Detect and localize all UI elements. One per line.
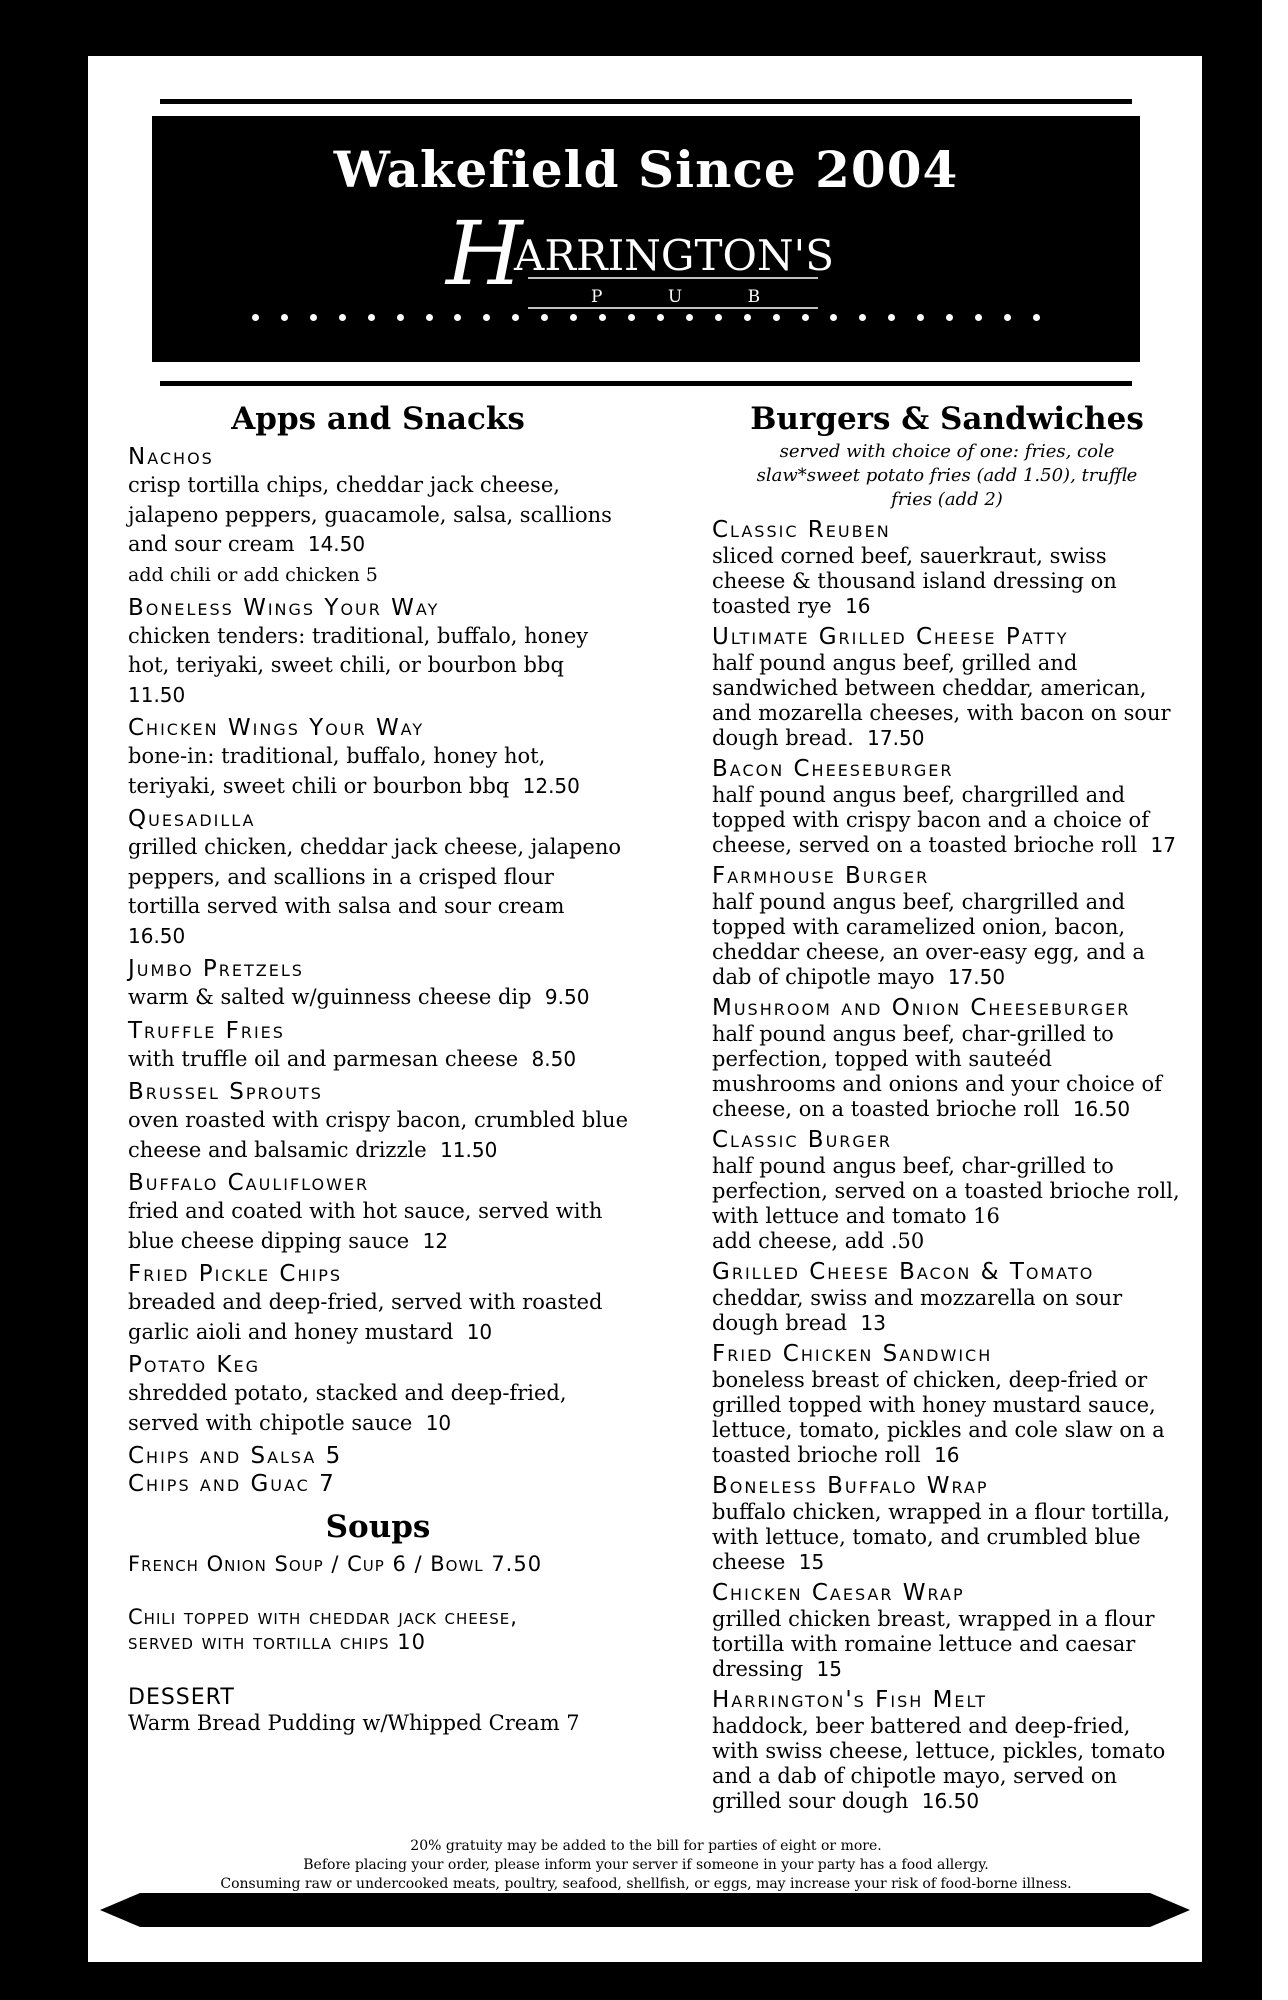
burger-item bbox=[712, 1579, 1182, 1682]
top-rule bbox=[160, 99, 1132, 104]
burger-item bbox=[712, 994, 1182, 1122]
item-description bbox=[712, 783, 1182, 858]
item-description-text: half pound angus beef, char-grilled to perfection, topped with sauteéd mushrooms and onions and your choice of cheese, on a toasted brioche roll bbox=[712, 1022, 1162, 1121]
item-description bbox=[712, 1500, 1182, 1575]
divider-dot bbox=[281, 314, 288, 321]
burger-item bbox=[712, 516, 1182, 619]
logo-initial: H bbox=[446, 204, 523, 305]
burger-item bbox=[712, 1126, 1182, 1254]
divider-dot bbox=[715, 314, 722, 321]
item-price: 14.50 bbox=[307, 532, 366, 556]
divider-dot bbox=[975, 314, 982, 321]
item-description-text: bone-in: traditional, buffalo, honey hot, teriyaki, sweet chili or bourbon bbq bbox=[128, 744, 546, 798]
item-description bbox=[712, 1022, 1182, 1122]
item-price: 10 bbox=[425, 1410, 452, 1435]
bottom-ornament-bar bbox=[100, 1893, 1190, 1927]
soup-french-onion: French Onion Soup / Cup 6 / Bowl 7.50 bbox=[128, 1552, 543, 1576]
divider-dot bbox=[368, 314, 375, 321]
divider-dot bbox=[397, 314, 404, 321]
footer-consumption-warning: Consuming raw or undercooked meats, poultry, seafood, shellfish, or eggs, may increase your risk of food-borne illness. bbox=[220, 1876, 1072, 1892]
item-name: Mushroom and Onion Cheeseburger bbox=[712, 995, 1131, 1021]
item-name: Fried Chicken Sandwich bbox=[712, 1341, 993, 1367]
divider-dot bbox=[657, 314, 664, 321]
item-name: Chicken Caesar Wrap bbox=[712, 1580, 965, 1606]
item-name: Potato Keg bbox=[128, 1352, 260, 1378]
divider-dot bbox=[570, 314, 577, 321]
item-description-text: grilled chicken breast, wrapped in a flour tortilla with romaine lettuce and caesar dressing bbox=[712, 1607, 1155, 1681]
app-item bbox=[128, 1351, 628, 1438]
item-price: 15 bbox=[798, 1550, 825, 1574]
chips-guac: Chips and Guac 7 bbox=[128, 1471, 336, 1497]
apps-list bbox=[128, 443, 628, 1438]
item-price: 11.50 bbox=[128, 682, 186, 707]
item-price: 16.50 bbox=[1072, 1097, 1131, 1121]
pub-logo bbox=[152, 204, 1140, 314]
item-name: Nachos bbox=[128, 444, 214, 470]
dessert-item: Warm Bread Pudding w/Whipped Cream 7 bbox=[128, 1711, 580, 1735]
divider-dot bbox=[859, 314, 866, 321]
chips-salsa: Chips and Salsa 5 bbox=[128, 1443, 343, 1469]
divider-dot bbox=[310, 314, 317, 321]
item-description bbox=[128, 1045, 628, 1075]
left-column bbox=[128, 398, 628, 1736]
divider-dot bbox=[628, 314, 635, 321]
soups-title: Soups bbox=[325, 1509, 431, 1545]
burger-item bbox=[712, 623, 1182, 751]
divider-dot bbox=[917, 314, 924, 321]
item-price: 12.50 bbox=[522, 773, 580, 798]
item-description-text: half pound angus beef, grilled and sandwiched between cheddar, american, and mozarella cheeses, with bacon on sour dough bread. bbox=[712, 651, 1171, 750]
item-description-text: half pound angus beef, char-grilled to perfection, served on a toasted brioche roll, with lettuce and tomato 16 bbox=[712, 1154, 1180, 1228]
item-description-text: chicken tenders: traditional, buffalo, honey hot, teriyaki, sweet chili, or bourbon bbq bbox=[128, 623, 589, 677]
divider-dot bbox=[512, 314, 519, 321]
item-price: 16.50 bbox=[921, 1789, 980, 1813]
divider-dot bbox=[541, 314, 548, 321]
item-price: 15 bbox=[816, 1657, 842, 1681]
item-price: 12 bbox=[422, 1228, 449, 1253]
item-price: 16.50 bbox=[128, 923, 186, 948]
dessert-title: DESSERT bbox=[128, 1685, 235, 1710]
item-description-text: fried and coated with hot sauce, served with blue cheese dipping sauce bbox=[128, 1199, 603, 1253]
item-name: Truffle Fries bbox=[128, 1017, 285, 1044]
item-description bbox=[128, 1288, 628, 1347]
item-description-text: breaded and deep-fried, served with roasted garlic aioli and honey mustard bbox=[128, 1290, 603, 1344]
item-description-text: crisp tortilla chips, cheddar jack cheese, jalapeno peppers, guacamole, salsa, scallions and sour cream bbox=[128, 473, 612, 556]
divider-dot bbox=[773, 314, 780, 321]
burger-item bbox=[712, 755, 1182, 858]
item-description bbox=[712, 1368, 1182, 1468]
item-description bbox=[712, 651, 1182, 751]
item-description bbox=[128, 983, 628, 1013]
item-description bbox=[128, 471, 628, 560]
footer-allergy: Before placing your order, please inform your server if someone in your party has a food allergy. bbox=[303, 1857, 989, 1873]
logo-wordmark: ARRINGTON'S bbox=[514, 231, 834, 280]
item-description bbox=[128, 1197, 628, 1256]
item-description-text: warm & salted w/guinness cheese dip bbox=[128, 985, 532, 1009]
item-price: 13 bbox=[860, 1311, 886, 1335]
item-description-text: sliced corned beef, sauerkraut, swiss cheese & thousand island dressing on toasted rye bbox=[712, 544, 1117, 618]
burger-item bbox=[712, 1472, 1182, 1575]
item-addon: add chili or add chicken 5 bbox=[128, 563, 378, 586]
divider-dot bbox=[252, 314, 259, 321]
item-name: Chicken Wings Your Way bbox=[128, 715, 425, 741]
item-description-text: oven roasted with crispy bacon, crumbled blue cheese and balsamic drizzle bbox=[128, 1108, 629, 1162]
divider-dot bbox=[686, 314, 693, 321]
item-price: 9.50 bbox=[544, 985, 590, 1009]
burger-item bbox=[712, 1340, 1182, 1468]
item-name: Brussel Sprouts bbox=[128, 1079, 323, 1105]
item-name: Buffalo Cauliflower bbox=[128, 1170, 370, 1196]
header-bottom-rule bbox=[160, 381, 1132, 386]
burger-item bbox=[712, 862, 1182, 990]
item-name: Grilled Cheese Bacon & Tomato bbox=[712, 1259, 1095, 1285]
item-price: 17.50 bbox=[947, 965, 1006, 989]
item-description bbox=[712, 890, 1182, 990]
item-name: Farmhouse Burger bbox=[712, 863, 930, 889]
divider-dot bbox=[888, 314, 895, 321]
item-addon: add cheese, add .50 bbox=[712, 1229, 925, 1253]
app-item bbox=[128, 1017, 628, 1075]
item-name: Classic Reuben bbox=[712, 517, 891, 543]
item-description bbox=[128, 622, 628, 711]
item-description-text: boneless breast of chicken, deep-fried or grilled topped with honey mustard sauce, lettuce, tomato, pickles and cole slaw on a toasted brioche roll bbox=[712, 1368, 1165, 1467]
app-item bbox=[128, 1169, 628, 1256]
divider-dot bbox=[1004, 314, 1011, 321]
tagline: Wakefield Since 2004 bbox=[333, 140, 959, 199]
burger-item bbox=[712, 1686, 1182, 1814]
item-name: Jumbo Pretzels bbox=[128, 956, 304, 982]
item-description-text: cheddar, swiss and mozzarella on sour dough bread bbox=[712, 1286, 1123, 1335]
item-description bbox=[128, 742, 628, 801]
right-column bbox=[712, 398, 1182, 1818]
item-name: Fried Pickle Chips bbox=[128, 1261, 343, 1287]
divider-dot bbox=[802, 314, 809, 321]
divider-dot bbox=[1033, 314, 1040, 321]
divider-dot bbox=[483, 314, 490, 321]
logo-sub: P U B bbox=[591, 287, 791, 307]
item-description bbox=[712, 1607, 1182, 1682]
item-description-text: half pound angus beef, chargrilled and topped with caramelized onion, bacon, cheddar cheese, an over-easy egg, and a dab of chipotle mayo bbox=[712, 890, 1145, 989]
item-price: 17 bbox=[1150, 833, 1176, 857]
item-price: 10 bbox=[466, 1319, 493, 1344]
item-description-text: half pound angus beef, chargrilled and topped with crispy bacon and a choice of cheese, served on a toasted brioche roll bbox=[712, 783, 1149, 857]
item-description-text: grilled chicken, cheddar jack cheese, jalapeno peppers, and scallions in a crisped flour tortilla served with salsa and sour cream bbox=[128, 835, 621, 918]
divider-dot bbox=[599, 314, 606, 321]
item-description bbox=[128, 833, 628, 951]
item-description-text: with truffle oil and parmesan cheese bbox=[128, 1046, 519, 1071]
item-name: Ultimate Grilled Cheese Patty bbox=[712, 624, 1069, 650]
item-description-text: buffalo chicken, wrapped in a flour tortilla, with lettuce, tomato, and crumbled blue cheese bbox=[712, 1500, 1171, 1574]
item-description bbox=[712, 1714, 1182, 1814]
divider-dot bbox=[744, 314, 751, 321]
burger-item bbox=[712, 1258, 1182, 1336]
item-description bbox=[128, 1379, 628, 1438]
app-item bbox=[128, 955, 628, 1013]
burgers-sides-note: served with choice of one: fries, cole slaw*sweet potato fries (add 1.50), truffle fries (add 2) bbox=[756, 441, 1138, 510]
app-item bbox=[128, 1078, 628, 1165]
item-name: Classic Burger bbox=[712, 1127, 893, 1153]
soup-chili: Chili topped with cheddar jack cheese, served with tortilla chips 10 bbox=[128, 1605, 518, 1654]
item-name: Quesadilla bbox=[128, 806, 256, 832]
item-description bbox=[712, 544, 1182, 619]
item-description bbox=[712, 1286, 1182, 1336]
app-item bbox=[128, 594, 628, 711]
item-price: 11.50 bbox=[440, 1137, 498, 1162]
item-name: Boneless Wings Your Way bbox=[128, 594, 440, 621]
dot-divider bbox=[252, 314, 1040, 321]
burgers-title: Burgers & Sandwiches bbox=[750, 401, 1144, 437]
divider-dot bbox=[339, 314, 346, 321]
app-item bbox=[128, 714, 628, 801]
item-description bbox=[712, 1154, 1182, 1229]
item-name: Bacon Cheeseburger bbox=[712, 756, 954, 782]
item-description-text: shredded potato, stacked and deep-fried, served with chipotle sauce bbox=[128, 1381, 567, 1435]
item-price: 8.50 bbox=[531, 1046, 577, 1071]
divider-dot bbox=[426, 314, 433, 321]
divider-dot bbox=[830, 314, 837, 321]
page-edge bbox=[1262, 0, 1288, 2000]
item-price: 16 bbox=[845, 594, 871, 618]
apps-title: Apps and Snacks bbox=[231, 401, 525, 437]
item-price: 16 bbox=[934, 1443, 960, 1467]
item-name: Harrington's Fish Melt bbox=[712, 1687, 988, 1713]
item-description bbox=[128, 1106, 628, 1165]
footer-notice bbox=[160, 1837, 1132, 1894]
divider-dot bbox=[946, 314, 953, 321]
item-name: Boneless Buffalo Wrap bbox=[712, 1473, 989, 1499]
item-price: 17.50 bbox=[867, 726, 925, 750]
footer-gratuity: 20% gratuity may be added to the bill for parties of eight or more. bbox=[410, 1838, 882, 1854]
header-banner bbox=[152, 116, 1140, 362]
app-item bbox=[128, 1260, 628, 1347]
app-item bbox=[128, 443, 628, 590]
app-item bbox=[128, 805, 628, 951]
burgers-list bbox=[712, 516, 1182, 1814]
item-description-text: haddock, beer battered and deep-fried, with swiss cheese, lettuce, pickles, tomato and a dab of chipotle mayo, served on grilled sour dough bbox=[712, 1714, 1166, 1813]
divider-dot bbox=[454, 314, 461, 321]
